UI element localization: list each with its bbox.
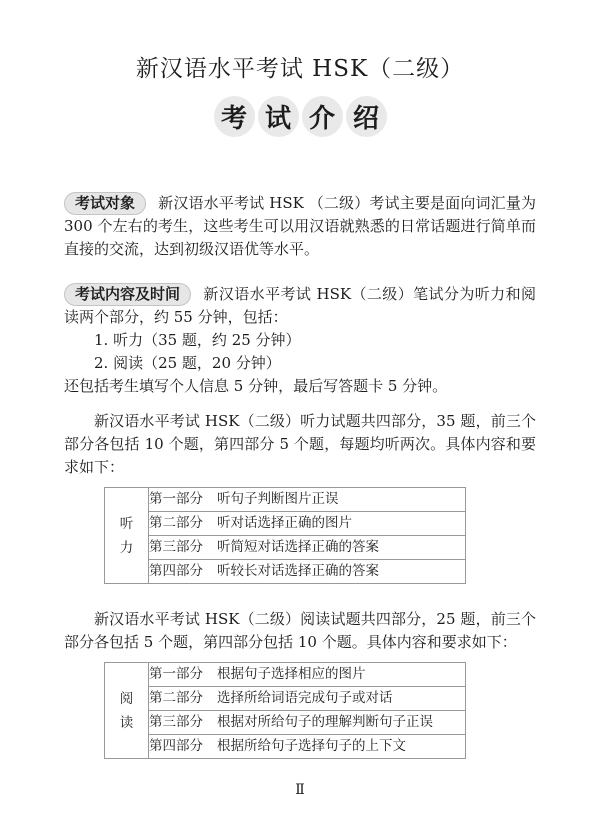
table-row bbox=[105, 488, 466, 512]
part-desc: 根据所给句子选择句子的上下文 bbox=[217, 738, 406, 754]
listening-header-char: 力 bbox=[119, 539, 134, 556]
part-label: 第三部分 bbox=[149, 714, 203, 730]
part-desc: 听对话选择正确的图片 bbox=[217, 515, 352, 531]
listening-row-4 bbox=[149, 560, 466, 584]
table-row bbox=[105, 735, 466, 759]
part-desc: 听简短对话选择正确的答案 bbox=[217, 539, 379, 555]
document-body bbox=[0, 192, 600, 759]
reading-intro-paragraph: 新汉语水平考试 HSK（二级）阅读试题共四部分，25 题，前三个部分各包括 5 个题，第四部分包括 10 个题。具体内容和要求如下： bbox=[64, 610, 536, 651]
part-desc: 根据对所给句子的理解判断句子正误 bbox=[217, 714, 433, 730]
part-desc: 听句子判断图片正误 bbox=[217, 491, 339, 507]
reading-header-char: 阅 bbox=[119, 690, 134, 707]
section-text-exam-target: 新汉语水平考试 HSK （二级）考试主要是面向词汇量为 300 个左右的考生，这些考生可以用汉语就熟悉的日常话题进行简单而直接的交流，达到初级汉语优等水平。 bbox=[64, 194, 536, 258]
table-row bbox=[105, 560, 466, 584]
listening-intro-paragraph: 新汉语水平考试 HSK（二级）听力试题共四部分，35 题，前三个部分各包括 10 个题，第四部分 5 个题，每题均听两次。具体内容和要求如下： bbox=[64, 412, 536, 476]
section-text-content-time: 新汉语水平考试 HSK（二级）笔试分为听力和阅读两个部分，约 55 分钟，包括： bbox=[64, 285, 536, 326]
listening-header-cell bbox=[105, 488, 149, 584]
subtitle-circle: 试 bbox=[258, 96, 299, 137]
table-row bbox=[105, 663, 466, 687]
section-label-exam-target: 考试对象 bbox=[64, 192, 146, 215]
reading-header-cell bbox=[105, 663, 149, 759]
listening-row-1 bbox=[149, 488, 466, 512]
table-row bbox=[105, 687, 466, 711]
listening-table bbox=[104, 487, 466, 584]
section-content-time bbox=[64, 283, 536, 398]
listening-header-char: 听 bbox=[119, 515, 134, 532]
page-number: Ⅱ bbox=[295, 782, 305, 798]
subtitle-circle: 考 bbox=[214, 96, 255, 137]
reading-row-1 bbox=[149, 663, 466, 687]
part-label: 第二部分 bbox=[149, 515, 203, 531]
section-label-content-time: 考试内容及时间 bbox=[64, 283, 191, 306]
section-content-time-tail: 还包括考生填写个人信息 5 分钟，最后写答题卡 5 分钟。 bbox=[64, 377, 448, 395]
section-content-time-intro bbox=[64, 283, 536, 329]
subtitle-circle: 绍 bbox=[346, 96, 387, 137]
part-label: 第一部分 bbox=[149, 491, 203, 507]
part-desc: 选择所给词语完成句子或对话 bbox=[217, 690, 393, 706]
table-row bbox=[105, 512, 466, 536]
part-desc: 根据句子选择相应的图片 bbox=[217, 666, 366, 682]
part-label: 第四部分 bbox=[149, 563, 203, 579]
reading-row-2 bbox=[149, 687, 466, 711]
section-exam-target bbox=[64, 192, 536, 261]
table-row bbox=[105, 536, 466, 560]
page-title: 新汉语水平考试 HSK（二级） bbox=[135, 56, 465, 82]
listening-row-3 bbox=[149, 536, 466, 560]
reading-row-3 bbox=[149, 711, 466, 735]
table-row bbox=[105, 711, 466, 735]
subtitle-circles bbox=[0, 96, 600, 137]
part-label: 第三部分 bbox=[149, 539, 203, 555]
reading-table bbox=[104, 662, 466, 759]
part-desc: 听较长对话选择正确的答案 bbox=[217, 563, 379, 579]
part-label: 第二部分 bbox=[149, 690, 203, 706]
reading-header-char: 读 bbox=[119, 714, 134, 731]
part-label: 第一部分 bbox=[149, 666, 203, 682]
part-label: 第四部分 bbox=[149, 738, 203, 754]
listening-row-2 bbox=[149, 512, 466, 536]
reading-row-4 bbox=[149, 735, 466, 759]
list-item-listening: 1. 听力（35 题，约 25 分钟） bbox=[94, 331, 301, 349]
list-item-reading: 2. 阅读（25 题，20 分钟） bbox=[94, 354, 281, 372]
subtitle-circle: 介 bbox=[302, 96, 343, 137]
